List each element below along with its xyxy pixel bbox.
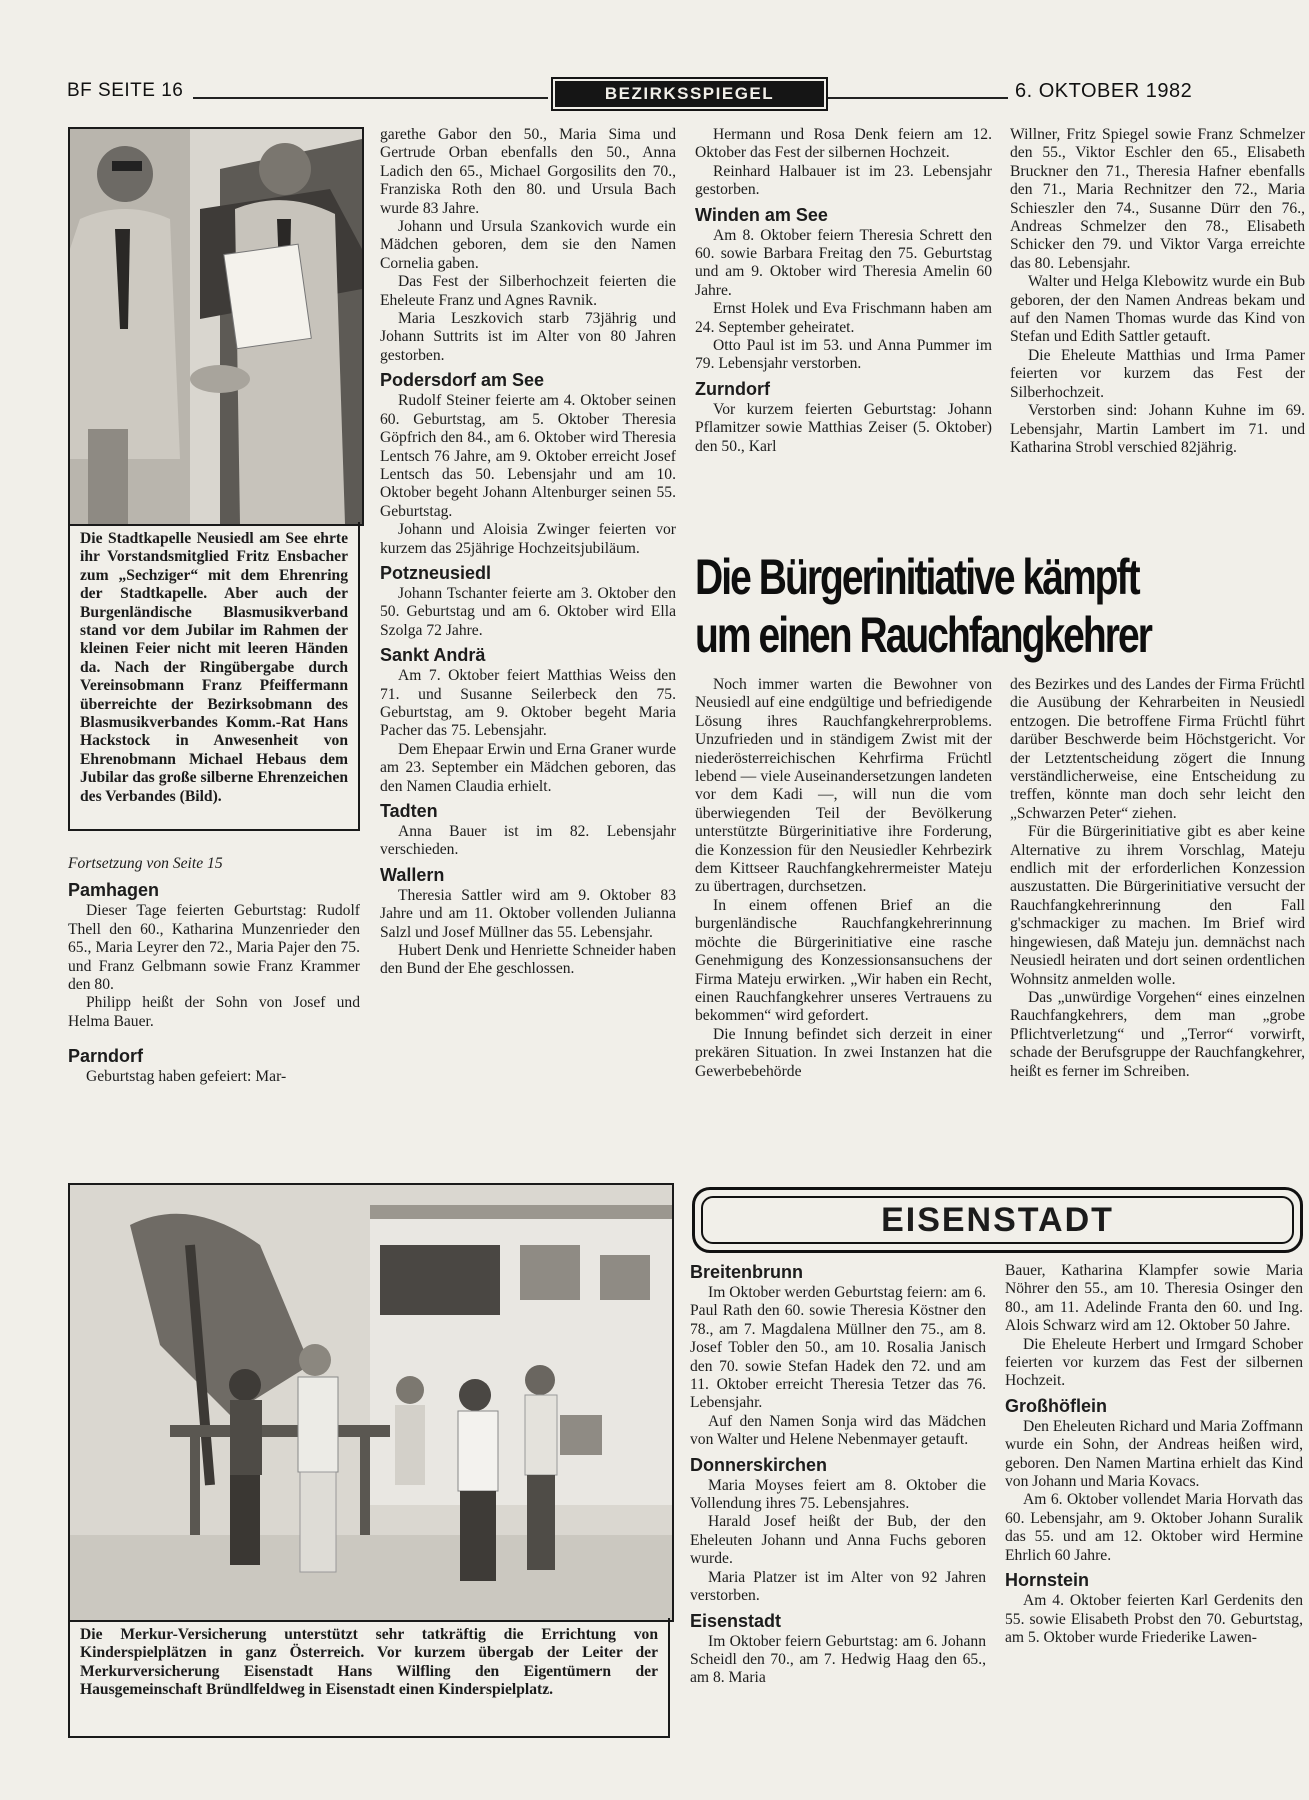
banner-label: EISENSTADT	[701, 1196, 1294, 1244]
paragraph: Bauer, Katharina Klampfer sowie Maria Nöhrer den 55., am 10. Theresia Osinger den 80., am 11. Adelinde Franta den 60. und Ing. Alois Schwarz wird am 12. Oktober 50 Jahre.	[1005, 1262, 1303, 1335]
paragraph: Willner, Fritz Spiegel sowie Franz Schmelzer den 55., Viktor Eschler den 65., Elisabeth Bruckner den 71., Theresia Hafner ebenfalls den 71., Maria Rechnitzer den 72., Maria Schieszler den 74., Susanne Dürr den 76., Andreas Schmelzer den 78., Elisabeth Schicker den 79. und Viktor Varga erreichte das 80. Lebensjahr.	[1010, 126, 1305, 272]
heading-winden: Winden am See	[695, 204, 828, 225]
column-3	[695, 126, 992, 456]
paragraph: Maria Moyses feiert am 8. Oktober die Vollendung ihres 75. Lebensjahres.	[690, 1476, 986, 1513]
paragraph: Dieser Tage feierten Geburtstag: Rudolf Thell den 60., Katharina Munzenrieder den 65., Maria Leyrer den 72., Maria Pajer den 75. und Franz Gelbmann sowie Franz Krammer den 80.	[68, 902, 360, 994]
eisenstadt-column-left	[690, 1257, 986, 1688]
photo-playground-icon	[70, 1185, 672, 1620]
paragraph: Reinhard Halbauer ist im 23. Lebensjahr gestorben.	[695, 162, 992, 199]
paragraph: Walter und Helga Klebowitz wurde ein Bub geboren, der den Namen Andreas bekam und auf den Namen Thomas wurde das Kind von Stefan und Edith Sattler getauft.	[1010, 273, 1305, 346]
photo-ensbacher	[68, 127, 364, 526]
paragraph: Johann und Ursula Szankovich wurde ein Mädchen geboren, dem sie den Namen Cornelia gaben.	[380, 218, 676, 272]
heading-breitenbrunn: Breitenbrunn	[690, 1262, 804, 1282]
heading-tadten: Tadten	[380, 801, 438, 821]
paragraph: Für die Bürgerinitiative gibt es aber keine Alternative zu ihrem Vorschlag, Mateju endlich mit der erforderlichen Konzession auszustatten. Die Bürgerinitiative versucht der Rauchfangkehrerinnung den Fall g'schmackiger zu machen. Im Brief wird hingewiesen, daß Mateju jun. demnächst nach Neusiedl heiraten und dort seinen ordentlichen Wohnsitz anmelden wolle.	[1010, 823, 1305, 988]
paragraph: Am 7. Oktober feiert Matthias Weiss den 71. und Susanne Seilerbeck den 75. Geburtstag, am 9. Oktober begeht Maria Pacher das 75. Lebensjahr.	[380, 667, 676, 740]
paragraph: garethe Gabor den 50., Maria Sima und Gertrude Orban ebenfalls den 50., Anna Ladich den 65., Michael Gorgosilits den 70., Franziska Roth den 80. und Ursula Bach wurde 83 Jahre.	[380, 126, 676, 217]
paragraph: Otto Paul ist im 53. und Anna Pummer im 79. Lebensjahr verstorben.	[695, 337, 992, 373]
paragraph: Anna Bauer ist im 82. Lebensjahr verschieden.	[380, 823, 676, 859]
paragraph: Den Eheleuten Richard und Maria Zoffmann wurde ein Sohn, der Andreas heißen wird, geboren. Den Namen Martina erhielt das Kind von Johann und Maria Kovacs.	[1005, 1417, 1303, 1491]
heading-eisenstadt: Eisenstadt	[690, 1610, 782, 1631]
paragraph: Die Innung befindet sich derzeit in einer prekären Situation. In zwei Instanzen hat die Gewerbebehörde	[695, 1025, 992, 1080]
paragraph: Am 4. Oktober feierten Karl Gerdenits den 55. sowie Elisabeth Probst den 70. Geburtstag, am 5. Oktober wurde Friederike Lawen-	[1005, 1592, 1303, 1646]
heading-hornstein: Hornstein	[1005, 1570, 1090, 1591]
header-rule-right	[828, 97, 1008, 99]
paragraph: Harald Josef heißt der Bub, der den Eheleuten Johann und Anna Fuchs geboren wurde.	[690, 1513, 986, 1568]
continuation-note: Fortsetzung von Seite 15	[68, 855, 223, 872]
paragraph: In einem offenen Brief an die burgenländische Rauchfangkehrerinnung möchte die Bürgerinitiative eine rasche Genehmigung des Konzessionsansuchens der Firma Mateju erwirken. „Wir haben ein Recht, einen Rauchfangkehrer unseres Vertrauens zu bekommen“ wird gefordert.	[695, 896, 992, 1025]
paragraph: Im Oktober werden Geburtstag feiern: am 6. Paul Rath den 60. sowie Theresia Köstner den 78., am 7. Magdalena Müllner den 75., am 8. Josef Tobler den 50., am 10. Rosalia Janisch den 70. sowie Stefan Hadek den 72. und am 11. Oktober erreicht Theresia Tetzer das 76. Lebensjahr.	[690, 1284, 986, 1412]
headline-line-2: um einen Rauchfangkehrer	[695, 607, 1151, 663]
caption-text: Die Merkur-Versicherung unterstützt sehr tatkräftig die Errichtung von Kinderspielplätzen in ganz Österreich. Vor kurzem übergab der Leiter der Merkurversicherung Eisenstadt Hans Wilfling den Eigentümern der Hausgemeinschaft Bründlfeldweg in Eisenstadt einen Kinderspielplatz.	[80, 1626, 658, 1699]
paragraph: Rudolf Steiner feierte am 4. Oktober seinen 60. Geburtstag, am 5. Oktober Theresia Göpfrich den 84., am 6. Oktober wird Theresia Lentsch 76 Jahre, am 9. Oktober erreicht Josef Lentsch das 50. Lebensjahr und am 10. Oktober begeht Johann Altenburger seinen 55. Geburtstag.	[380, 392, 676, 520]
paragraph: Maria Leszkovich starb 73jährig und Johann Suttrits ist im Alter von 80 Jahren gestorben.	[380, 310, 676, 364]
headline-line-1: Die Bürgerinitiative kämpft	[695, 549, 1139, 605]
heading-podersdorf: Podersdorf am See	[380, 370, 545, 391]
heading-grosshoeflein: Großhöflein	[1005, 1395, 1107, 1416]
paragraph: Hubert Denk und Henriette Schneider haben den Bund der Ehe geschlossen.	[380, 942, 676, 978]
paragraph: des Bezirkes und des Landes der Firma Früchtl die Ausübung der Kehrarbeiten in Neusiedl entzogen. Die betroffene Firma Früchtl führt darüber Beschwerde beim Höchstgericht. Vor der Letztentscheidung zögert die Innung verständlicherweise, eine Entscheidung zu treffen, könnte man doch sehr leicht den „Schwarzen Peter“ ziehen.	[1010, 676, 1305, 822]
paragraph: Dem Ehepaar Erwin und Erna Graner wurde am 23. September ein Mädchen geboren, das den Namen Claudia erhielt.	[380, 740, 676, 795]
photo-caption-ensbacher	[68, 522, 360, 831]
column-4	[1010, 126, 1305, 457]
paragraph: Am 8. Oktober feiern Theresia Schrett den 60. sowie Barbara Freitag den 75. Geburtstag und am 9. Oktober wird Theresia Amelin 60 Jahre.	[695, 226, 992, 299]
paragraph: Auf den Namen Sonja wird das Mädchen von Walter und Helene Nebenmayer getauft.	[690, 1412, 986, 1449]
paragraph: Am 6. Oktober vollendet Maria Horvath das 60. Lebensjahr, am 9. Oktober Johann Suralik das 55. und am 12. Oktober wird Hermine Ehrlich 60 Jahre.	[1005, 1491, 1303, 1564]
column-2	[380, 126, 676, 979]
paragraph: Vor kurzem feierten Geburtstag: Johann Pflamitzer sowie Matthias Zeiser (5. Oktober) den 50., Karl	[695, 400, 992, 455]
article-headline	[695, 548, 1172, 664]
issue-date: 6. OKTOBER 1982	[1015, 80, 1193, 102]
heading-potzneusiedl: Potzneusiedl	[380, 562, 492, 583]
paragraph: Im Oktober feiern Geburtstag: am 6. Johann Scheidl den 70., am 7. Hedwig Haag den 65., am 8. Maria	[690, 1632, 986, 1687]
heading-zurndorf: Zurndorf	[695, 378, 770, 399]
heading-sankt-andrae: Sankt Andrä	[380, 645, 486, 666]
caption-text: Die Stadtkapelle Neusiedl am See ehrte ihr Vorstandsmitglied Fritz Ensbacher zum „Sechziger“ mit dem Ehrenring der Stadtkapelle. Aber auch der Burgenländische Blasmusikverband stand vor dem Jubilar im Rahmen der kleinen Feier nicht mit leeren Händen da. Nach der Ringübergabe durch Vereinsobmann Franz Pfeiffermann überreichte der Bezirksobmann des Blasmusikverbandes Komm.-Rat Hans Hackstock in Anwesenheit von Ehrenobmann Michael Hebaus dem Jubilar das große silberne Ehrenzeichen des Verbandes (Bild).	[80, 530, 348, 805]
article-column-right	[1010, 676, 1305, 1081]
paragraph: Das „unwürdige Vorgehen“ eines einzelnen Rauchfangkehrers, dem man „grobe Pflichtverletzung“ und „Terror“ vorwirft, schade der Berufsgruppe der Rauchfangkehrer, heißt es ferner im Schreiben.	[1010, 988, 1305, 1080]
heading-pamhagen: Pamhagen	[68, 880, 160, 901]
paragraph: Noch immer warten die Bewohner von Neusiedl auf eine endgültige und befriedigende Lösung ihres Rauchfangkehrerproblems. Unzufrieden und in ständigem Zwist mit der niederösterreichischen Kehrfirma Früchtl lebend — viele Auseinandersetzungen landeten vor dem Kadi —, will nun die vom überwiegenden Teil der Bevölkerung unterstützte Bürgerinitiative ihre Forderung, die Konzession für den Neusiedler Kehrbezirk dem Kittseer Rauchfangkehrermeister Mateju zu übertragen, durchsetzen.	[695, 676, 992, 896]
paragraph: Theresia Sattler wird am 9. Oktober 83 Jahre und am 11. Oktober vollenden Julianna Salzl und Josef Müllner das 55. Lebensjahr.	[380, 886, 676, 941]
paragraph: Das Fest der Silberhochzeit feierten die Eheleute Franz und Agnes Ravnik.	[380, 273, 676, 309]
paragraph: Maria Platzer ist im Alter von 92 Jahren verstorben.	[690, 1568, 986, 1605]
header-rule-left	[193, 97, 548, 99]
paragraph: Ernst Holek und Eva Frischmann haben am 24. September geheiratet.	[695, 300, 992, 336]
heading-donnerskirchen: Donnerskirchen	[690, 1454, 828, 1475]
photo-handshake-icon	[70, 129, 362, 524]
paragraph: Geburtstag haben gefeiert: Mar-	[86, 1068, 287, 1086]
paragraph: Hermann und Rosa Denk feiern am 12. Oktober das Fest der silbernen Hochzeit.	[695, 126, 992, 162]
photo-playground	[68, 1183, 674, 1622]
photo-caption-playground	[68, 1618, 670, 1738]
column-1	[68, 855, 360, 1087]
paragraph: Die Eheleute Herbert und Irmgard Schober feierten vor kurzem das Fest der silbernen Hochzeit.	[1005, 1335, 1303, 1390]
paragraph: Die Eheleute Matthias und Irma Pamer feierten vor kurzem das Fest der Silberhochzeit.	[1010, 346, 1305, 401]
page-number: BF SEITE 16	[67, 80, 184, 101]
paragraph: Johann und Aloisia Zwinger feierten vor kurzem das 25jährige Hochzeitsjubiläum.	[380, 521, 676, 557]
paragraph: Philipp heißt der Sohn von Josef und Helma Bauer.	[68, 994, 360, 1030]
article-column-left	[695, 676, 992, 1081]
paragraph: Johann Tschanter feierte am 3. Oktober den 50. Geburtstag und am 6. Oktober wird Ella Szolga 72 Jahre.	[380, 584, 676, 639]
paragraph: Verstorben sind: Johann Kuhne im 69. Lebensjahr, Martin Lambert im 71. und Katharina Strobl verschied 82jährig.	[1010, 402, 1305, 456]
heading-wallern: Wallern	[380, 864, 445, 885]
heading-parndorf: Parndorf	[68, 1046, 144, 1067]
section-kicker: BEZIRKSSPIEGEL	[551, 77, 828, 111]
eisenstadt-column-right	[1005, 1262, 1303, 1647]
section-banner-eisenstadt	[692, 1187, 1303, 1253]
